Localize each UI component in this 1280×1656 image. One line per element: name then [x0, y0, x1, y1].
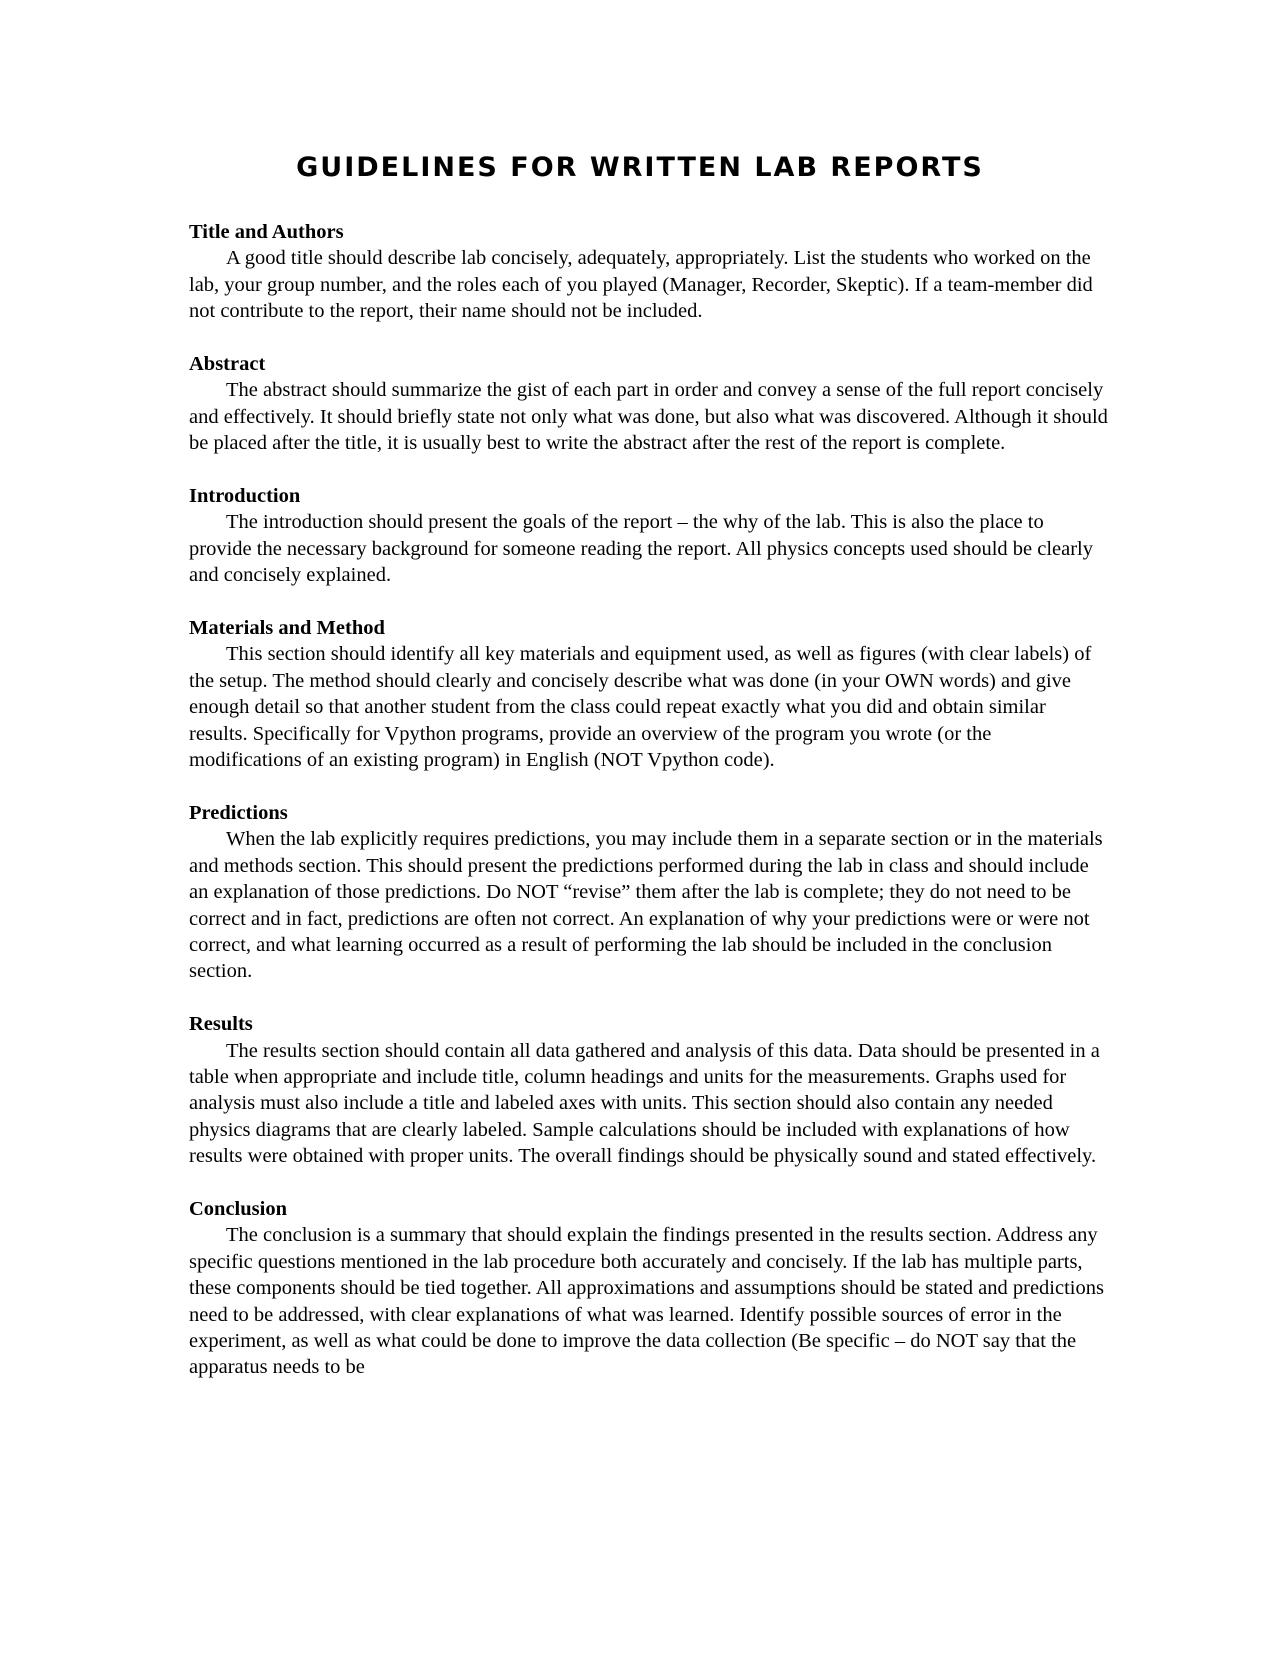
section-body: The results section should contain all data gathered and analysis of this data. Data should be presented in a table when appropriate and include title, column headings and units for the measurements. Graphs used for analysis must also include a title and labeled axes with units. This section should also contain any needed physics diagrams that are clearly labeled. Sample calculations should be included with explanations of how results were obtained with proper units. The overall findings should be physically sound and stated effectively.: [189, 1039, 1100, 1168]
section-heading: Materials and Method: [189, 617, 385, 640]
section-body: The conclusion is a summary that should explain the findings presented in the results section. Address any specific questions mentioned in the lab procedure both accurately and concisely. If the lab has multiple parts, these components should be tied together. All approximations and assumptions should be stated and predictions need to be addressed, with clear explanations of what was learned. Identify possible sources of error in the experiment, as well as what could be done to improve the data collection (Be specific – do NOT say that the apparatus needs to be: [189, 1224, 1104, 1379]
section-heading: Conclusion: [189, 1197, 287, 1220]
section-introduction: [189, 483, 1109, 589]
section-body: When the lab explicitly requires predictions, you may include them in a separate section or in the materials and methods section. This should present the predictions performed during the lab in class and should include an explanation of those predictions. Do NOT “revise” them after the lab is complete; they do not need to be correct and in fact, predictions are often not correct. An explanation of why your predictions were or were not correct, and what learning occurred as a result of performing the lab should be included in the conclusion section.: [189, 828, 1103, 983]
section-heading: Title and Authors: [189, 221, 344, 243]
document-title: GUIDELINES FOR WRITTEN LAB REPORTS: [296, 152, 984, 183]
section-heading: Predictions: [189, 801, 288, 824]
section-body: This section should identify all key materials and equipment used, as well as figures (with clear labels) of the setup. The method should clearly and concisely describe what was done (in your OWN words) and give enough detail so that another student from the class could repeat exactly what you did and obtain similar results. Specifically for Vpython programs, provide an overview of the program you wrote (or the modifications of an existing program) in English (NOT Vpython code).: [189, 643, 1092, 772]
section-results: [189, 1011, 1109, 1169]
section-heading: Results: [189, 1013, 253, 1036]
section-conclusion: [189, 1196, 1109, 1381]
section-materials-and-method: [189, 615, 1109, 773]
section-abstract: [189, 351, 1109, 457]
section-body: The introduction should present the goals of the report – the why of the lab. This is also the place to provide the necessary background for someone reading the report. All physics concepts used should be clearly and concisely explained.: [189, 511, 1094, 587]
section-body: The abstract should summarize the gist of each part in order and convey a sense of the full report concisely and effectively. It should briefly state not only what was done, but also what was discovered. Although it should be placed after the title, it is usually best to write the abstract after the rest of the report is complete.: [189, 379, 1108, 455]
document-content: [189, 219, 1109, 1407]
section-title-and-authors: [189, 219, 1109, 325]
section-heading: Abstract: [189, 353, 266, 376]
section-predictions: [189, 800, 1109, 985]
section-body: A good title should describe lab concisely, adequately, appropriately. List the students who worked on the lab, your group number, and the roles each of you played (Manager, Recorder, Skeptic). If a team-member did not contribute to the report, their name should not be included.: [189, 247, 1093, 323]
section-heading: Introduction: [189, 485, 301, 508]
